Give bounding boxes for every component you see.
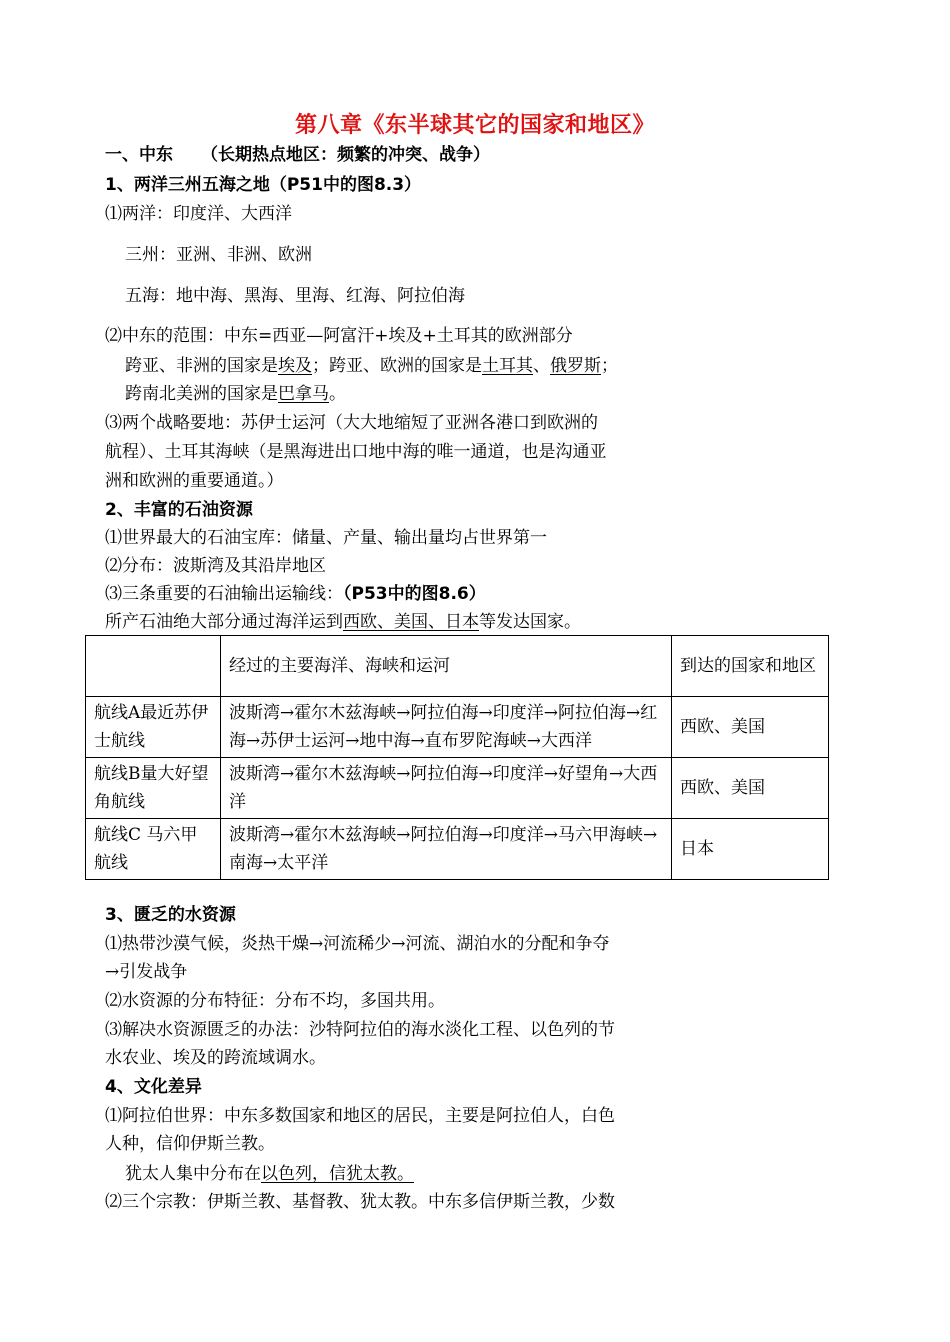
text-run: ⑶三条重要的石油输出运输线：	[105, 584, 343, 604]
paragraph: ⑵水资源的分布特征：分布不均，多国共用。	[105, 991, 445, 1011]
text-run: ；跨亚、欧洲的国家是	[312, 356, 482, 376]
text-run: 跨南北美洲的国家是	[125, 384, 278, 404]
table-row	[86, 697, 829, 758]
paragraph: ⑶解决水资源匮乏的办法：沙特阿拉伯的海水淡化工程、以色列的节	[105, 1020, 615, 1040]
table-header-cell: 经过的主要海洋、海峡和运河	[221, 636, 672, 697]
figure-reference: （P53中的图8.6）	[343, 584, 486, 604]
text-run: 犹太人集中分布在	[125, 1164, 261, 1184]
paragraph: ⑴阿拉伯世界：中东多数国家和地区的居民，主要是阿拉伯人，白色	[105, 1106, 615, 1126]
table-header-cell: 到达的国家和地区	[672, 636, 829, 697]
underlined-country: 俄罗斯	[550, 356, 601, 376]
paragraph: ⑵分布：波斯湾及其沿岸地区	[105, 556, 326, 576]
section-heading	[105, 142, 490, 168]
underlined-destinations: 西欧、美国、日本	[343, 612, 479, 632]
subsection-heading-4: 4、文化差异	[105, 1077, 202, 1097]
subsection-heading-3: 3、匮乏的水资源	[105, 905, 236, 925]
page-title: 第八章《东半球其它的国家和地区》	[294, 113, 655, 138]
paragraph: ⑴两洋：印度洋、大西洋	[105, 204, 292, 224]
text-run: 、	[533, 356, 550, 376]
route-path-cell: 波斯湾→霍尔木兹海峡→阿拉伯海→印度洋→马六甲海峡→南海→太平洋	[221, 819, 672, 880]
paragraph: ⑶两个战略要地：苏伊士运河（大大地缩短了亚洲各港口到欧洲的	[105, 413, 598, 433]
route-name-cell: 航线B量大好望角航线	[86, 758, 221, 819]
paragraph	[125, 381, 346, 407]
table-row	[86, 819, 829, 880]
underlined-country: 埃及	[278, 356, 312, 376]
route-path-cell: 波斯湾→霍尔木兹海峡→阿拉伯海→印度洋→阿拉伯海→红海→苏伊士运河→地中海→直布罗陀海峡→大西洋	[221, 697, 672, 758]
subsection-heading-2: 2、丰富的石油资源	[105, 500, 253, 520]
paragraph: 航程）、土耳其海峡（是黑海进出口地中海的唯一通道，也是沟通亚	[105, 442, 607, 462]
paragraph	[125, 1161, 414, 1187]
table-header-cell	[86, 636, 221, 697]
paragraph: 五海：地中海、黑海、里海、红海、阿拉伯海	[125, 286, 465, 306]
text-run: 等发达国家。	[479, 612, 581, 632]
paragraph	[105, 609, 581, 635]
paragraph: ⑵中东的范围：中东=西亚—阿富汗+埃及+土耳其的欧洲部分	[105, 326, 573, 346]
paragraph	[125, 353, 618, 379]
paragraph: →引发战争	[105, 962, 188, 982]
paragraph: ⑵三个宗教：伊斯兰教、基督教、犹太教。中东多信伊斯兰教，少数	[105, 1192, 615, 1212]
text-run: 。	[329, 384, 346, 404]
text-run: ；	[601, 356, 618, 376]
route-path-cell: 波斯湾→霍尔木兹海峡→阿拉伯海→印度洋→好望角→大西洋	[221, 758, 672, 819]
route-name-cell: 航线C 马六甲航线	[86, 819, 221, 880]
underlined-text: 以色列，信犹太教。	[261, 1164, 414, 1184]
section-note: （长期热点地区：频繁的冲突、战争）	[201, 145, 490, 165]
route-name-cell: 航线A最近苏伊士航线	[86, 697, 221, 758]
underlined-country: 土耳其	[482, 356, 533, 376]
underlined-country: 巴拿马	[278, 384, 329, 404]
paragraph: 洲和欧洲的重要通道。）	[105, 471, 284, 491]
paragraph: ⑴世界最大的石油宝库：储量、产量、输出量均占世界第一	[105, 528, 547, 548]
section-title: 一、中东	[105, 145, 173, 165]
subsection-heading-1: 1、两洋三州五海之地（P51中的图8.3）	[105, 175, 422, 195]
paragraph: 人种，信仰伊斯兰教。	[105, 1134, 275, 1154]
oil-routes-table	[85, 635, 829, 880]
route-destination-cell: 日本	[672, 819, 829, 880]
route-destination-cell: 西欧、美国	[672, 697, 829, 758]
table-header-row	[86, 636, 829, 697]
paragraph: 水农业、埃及的跨流域调水。	[105, 1048, 326, 1068]
paragraph: 三州：亚洲、非洲、欧洲	[125, 245, 312, 265]
paragraph	[105, 581, 486, 607]
text-run: 跨亚、非洲的国家是	[125, 356, 278, 376]
table-row	[86, 758, 829, 819]
text-run: 所产石油绝大部分通过海洋运到	[105, 612, 343, 632]
route-destination-cell: 西欧、美国	[672, 758, 829, 819]
paragraph: ⑴热带沙漠气候，炎热干燥→河流稀少→河流、湖泊水的分配和争夺	[105, 934, 610, 954]
